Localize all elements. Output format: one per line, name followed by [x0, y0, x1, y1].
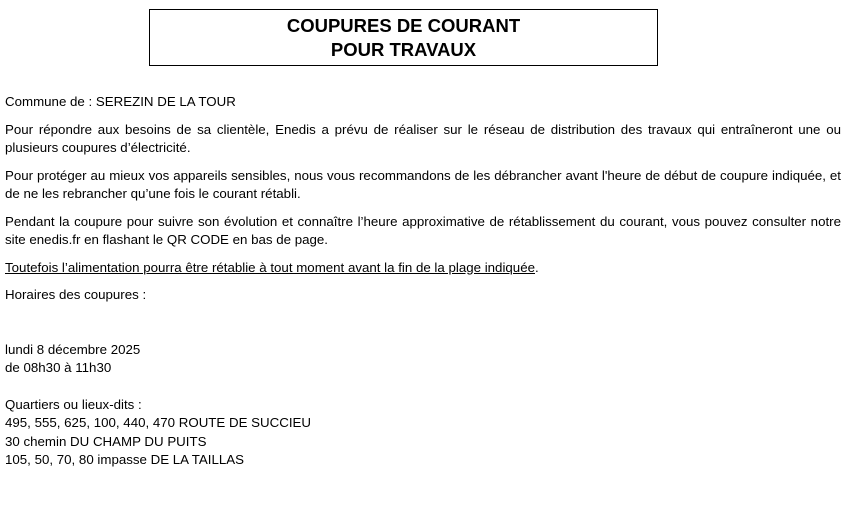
- paragraph-follow-outage: Pendant la coupure pour suivre son évolution et connaître l’heure approximative de rétablissement du courant, vous pouvez consulter notre site enedis.fr en flashant le QR CODE en bas de page.: [5, 213, 841, 247]
- schedule-time: de 08h30 à 11h30: [5, 360, 112, 375]
- restoration-note-period: .: [535, 259, 539, 275]
- schedule-date: lundi 8 décembre 2025: [5, 341, 141, 357]
- locations-label: Quartiers ou lieux-dits :: [5, 396, 142, 412]
- restoration-note-underlined: Toutefois l’alimentation pourra être rétablie à tout moment avant la fin de la plage indiquée: [5, 259, 535, 275]
- paragraph-appliances: Pour protéger au mieux vos appareils sensibles, nous vous recommandons de les débrancher avant l'heure de début de coupure indiquée, et de ne les rebrancher qu’une fois le courant rétabli.: [5, 167, 841, 201]
- location-item: 105, 50, 70, 80 impasse DE LA TAILLAS: [5, 452, 244, 467]
- location-item: 495, 555, 625, 100, 440, 470 ROUTE DE SUCCIEU: [5, 415, 311, 430]
- notice-title-box: [149, 9, 658, 66]
- notice-title-line1: COUPURES DE COURANT: [286, 15, 521, 36]
- notice-title-line2: POUR TRAVAUX: [330, 39, 477, 60]
- location-item: 30 chemin DU CHAMP DU PUITS: [5, 433, 207, 449]
- paragraph-works: Pour répondre aux besoins de sa clientèle, Enedis a prévu de réaliser sur le réseau de distribution des travaux qui entraîneront une ou plusieurs coupures d’électricité.: [5, 121, 841, 155]
- paragraph-restoration-note: [5, 259, 841, 278]
- schedule-block: [5, 341, 841, 378]
- commune-line: Commune de : SEREZIN DE LA TOUR: [5, 94, 236, 109]
- locations-block: [5, 396, 841, 470]
- schedule-label: Horaires des coupures :: [5, 287, 147, 302]
- notice-content: [5, 93, 841, 470]
